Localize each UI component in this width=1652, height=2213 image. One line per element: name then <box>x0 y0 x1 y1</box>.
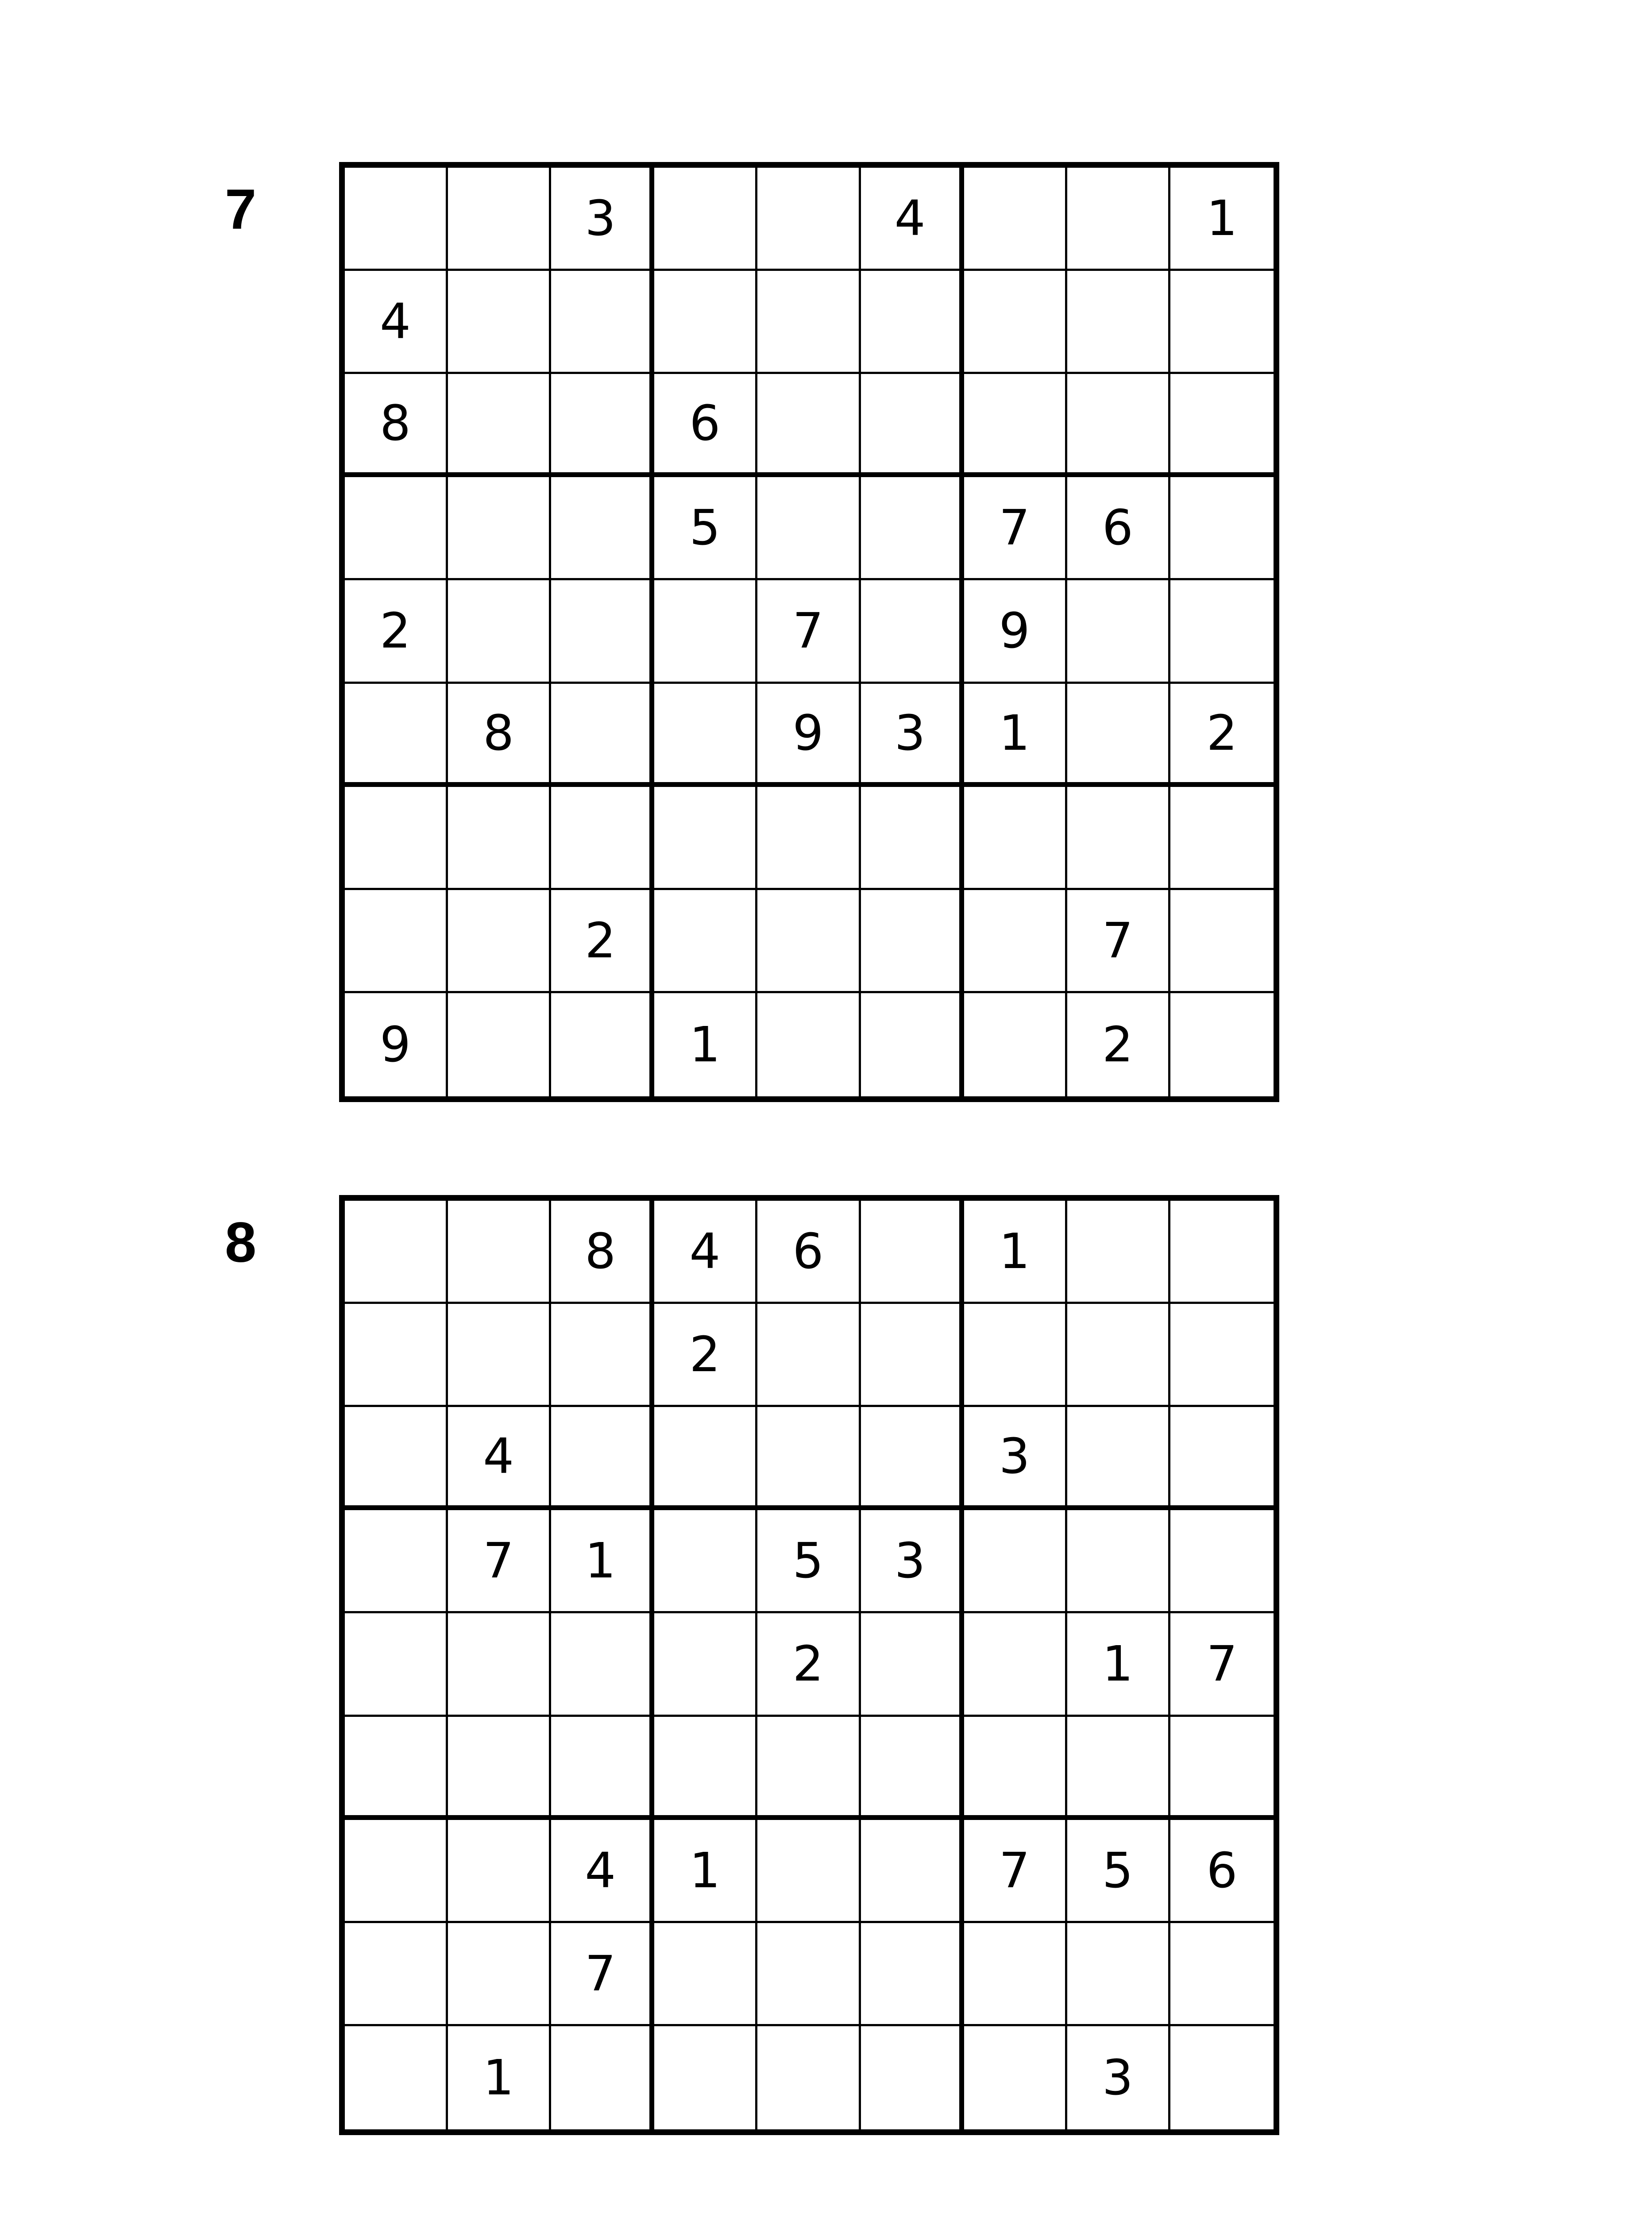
sudoku-cell[interactable] <box>757 271 861 374</box>
sudoku-cell[interactable] <box>861 271 964 374</box>
sudoku-cell[interactable]: 4 <box>551 1820 654 1923</box>
sudoku-cell[interactable] <box>1067 1304 1170 1407</box>
sudoku-cell[interactable] <box>757 890 861 993</box>
sudoku-cell[interactable] <box>861 1820 964 1923</box>
sudoku-cell[interactable] <box>757 1820 861 1923</box>
sudoku-cell[interactable] <box>345 1613 448 1716</box>
sudoku-cell[interactable] <box>448 1304 551 1407</box>
sudoku-cell[interactable] <box>345 1407 448 1510</box>
sudoku-cell[interactable]: 8 <box>551 1201 654 1304</box>
sudoku-cell[interactable] <box>345 1820 448 1923</box>
sudoku-cell[interactable]: 1 <box>448 2026 551 2129</box>
sudoku-cell[interactable] <box>345 168 448 271</box>
sudoku-cell[interactable]: 2 <box>1170 684 1274 787</box>
sudoku-cell[interactable] <box>345 477 448 580</box>
sudoku-cell[interactable] <box>345 1201 448 1304</box>
sudoku-cell[interactable] <box>654 1717 757 1820</box>
sudoku-cell[interactable]: 4 <box>448 1407 551 1510</box>
sudoku-cell[interactable]: 3 <box>861 684 964 787</box>
sudoku-cell[interactable]: 1 <box>1067 1613 1170 1716</box>
sudoku-cell[interactable] <box>964 271 1067 374</box>
sudoku-cell[interactable]: 1 <box>1170 168 1274 271</box>
sudoku-cell[interactable]: 1 <box>654 993 757 1096</box>
sudoku-cell[interactable] <box>551 1613 654 1716</box>
sudoku-cell[interactable] <box>861 477 964 580</box>
sudoku-cell[interactable] <box>345 1510 448 1613</box>
sudoku-cell[interactable] <box>551 1717 654 1820</box>
sudoku-cell[interactable] <box>551 787 654 890</box>
sudoku-cell[interactable] <box>964 1304 1067 1407</box>
sudoku-cell[interactable] <box>1170 1717 1274 1820</box>
sudoku-cell[interactable] <box>551 684 654 787</box>
sudoku-cell[interactable] <box>448 168 551 271</box>
sudoku-cell[interactable] <box>448 477 551 580</box>
sudoku-cell[interactable] <box>964 1717 1067 1820</box>
sudoku-cell[interactable] <box>1067 580 1170 683</box>
sudoku-cell[interactable] <box>1067 168 1170 271</box>
sudoku-cell[interactable]: 6 <box>654 374 757 477</box>
sudoku-cell[interactable] <box>757 1304 861 1407</box>
sudoku-cell[interactable] <box>654 684 757 787</box>
sudoku-cell[interactable] <box>448 1201 551 1304</box>
sudoku-cell[interactable] <box>757 168 861 271</box>
sudoku-cell[interactable] <box>757 477 861 580</box>
sudoku-cell[interactable]: 5 <box>1067 1820 1170 1923</box>
sudoku-cell[interactable] <box>345 684 448 787</box>
sudoku-cell[interactable] <box>1067 1407 1170 1510</box>
sudoku-cell[interactable] <box>757 1923 861 2026</box>
sudoku-cell[interactable] <box>654 1510 757 1613</box>
sudoku-cell[interactable] <box>654 580 757 683</box>
sudoku-cell[interactable] <box>1170 787 1274 890</box>
sudoku-cell[interactable] <box>757 993 861 1096</box>
sudoku-cell[interactable] <box>1170 1201 1274 1304</box>
sudoku-cell[interactable] <box>861 1923 964 2026</box>
sudoku-cell[interactable]: 6 <box>757 1201 861 1304</box>
sudoku-cell[interactable] <box>964 787 1067 890</box>
sudoku-grid-7 <box>339 162 1279 1102</box>
sudoku-cell[interactable] <box>964 374 1067 477</box>
sudoku-cell[interactable]: 7 <box>964 477 1067 580</box>
sudoku-cell[interactable] <box>448 271 551 374</box>
sudoku-cell[interactable]: 5 <box>757 1510 861 1613</box>
sudoku-cell[interactable]: 7 <box>757 580 861 683</box>
sudoku-cell[interactable] <box>654 168 757 271</box>
sudoku-cell[interactable] <box>861 993 964 1096</box>
sudoku-cell[interactable]: 9 <box>964 580 1067 683</box>
sudoku-cell[interactable] <box>551 993 654 1096</box>
sudoku-cell[interactable]: 2 <box>551 890 654 993</box>
sudoku-cell[interactable] <box>861 1717 964 1820</box>
sudoku-grid-8 <box>339 1195 1279 2135</box>
sudoku-cell[interactable]: 7 <box>1067 890 1170 993</box>
sudoku-cell[interactable] <box>1170 477 1274 580</box>
sudoku-cell[interactable] <box>654 1923 757 2026</box>
sudoku-cell[interactable]: 1 <box>964 1201 1067 1304</box>
sudoku-cell[interactable] <box>1170 1407 1274 1510</box>
sudoku-cell[interactable]: 1 <box>964 684 1067 787</box>
sudoku-cell[interactable] <box>964 890 1067 993</box>
sudoku-cell[interactable] <box>448 374 551 477</box>
sudoku-cell[interactable] <box>1170 890 1274 993</box>
sudoku-cell[interactable] <box>1170 1923 1274 2026</box>
sudoku-cell[interactable] <box>964 1923 1067 2026</box>
sudoku-cell[interactable]: 3 <box>861 1510 964 1613</box>
sudoku-cell[interactable]: 8 <box>345 374 448 477</box>
sudoku-cell[interactable] <box>654 787 757 890</box>
sudoku-cell[interactable] <box>551 477 654 580</box>
sudoku-cell[interactable] <box>861 890 964 993</box>
sudoku-cell[interactable] <box>964 993 1067 1096</box>
sudoku-cell[interactable] <box>654 1613 757 1716</box>
sudoku-cell[interactable] <box>345 1717 448 1820</box>
sudoku-cell[interactable] <box>345 787 448 890</box>
puzzle-number-8: 8 <box>225 1211 257 1274</box>
sudoku-cell[interactable] <box>861 1304 964 1407</box>
sudoku-cell[interactable] <box>1170 1304 1274 1407</box>
sudoku-cell[interactable]: 2 <box>1067 993 1170 1096</box>
sudoku-cell[interactable]: 4 <box>861 168 964 271</box>
sudoku-cell[interactable] <box>654 2026 757 2129</box>
sudoku-cell[interactable] <box>757 1407 861 1510</box>
sudoku-cell[interactable] <box>861 787 964 890</box>
sudoku-cell[interactable]: 1 <box>654 1820 757 1923</box>
sudoku-cell[interactable] <box>1067 1923 1170 2026</box>
sudoku-cell[interactable]: 3 <box>964 1407 1067 1510</box>
sudoku-cell[interactable]: 6 <box>1170 1820 1274 1923</box>
sudoku-cell[interactable] <box>551 580 654 683</box>
sudoku-cell[interactable]: 4 <box>654 1201 757 1304</box>
puzzle-number-7: 7 <box>225 178 257 241</box>
sudoku-cell[interactable] <box>551 1407 654 1510</box>
sudoku-cell[interactable] <box>964 1510 1067 1613</box>
sudoku-cell[interactable] <box>964 1613 1067 1716</box>
sudoku-cell[interactable] <box>1170 2026 1274 2129</box>
sudoku-cell[interactable]: 5 <box>654 477 757 580</box>
sudoku-cell[interactable]: 8 <box>448 684 551 787</box>
sudoku-cell[interactable]: 2 <box>757 1613 861 1716</box>
sudoku-cell[interactable] <box>964 2026 1067 2129</box>
sudoku-cell[interactable]: 2 <box>345 580 448 683</box>
sudoku-cell[interactable] <box>757 2026 861 2129</box>
sudoku-cell[interactable] <box>861 1201 964 1304</box>
sudoku-cell[interactable] <box>757 374 861 477</box>
sudoku-cell[interactable] <box>654 1407 757 1510</box>
sudoku-cell[interactable] <box>448 580 551 683</box>
sudoku-cell[interactable] <box>1170 993 1274 1096</box>
sudoku-cell[interactable] <box>654 271 757 374</box>
sudoku-cell[interactable] <box>1067 1717 1170 1820</box>
sudoku-cell[interactable]: 7 <box>551 1923 654 2026</box>
sudoku-cell[interactable] <box>345 2026 448 2129</box>
sudoku-cell[interactable] <box>448 787 551 890</box>
sudoku-cell[interactable]: 7 <box>1170 1613 1274 1716</box>
sudoku-cell[interactable] <box>861 1407 964 1510</box>
sudoku-cell[interactable]: 1 <box>551 1510 654 1613</box>
sudoku-cell[interactable] <box>448 1923 551 2026</box>
sudoku-cell[interactable] <box>1170 374 1274 477</box>
sudoku-cell[interactable] <box>1067 374 1170 477</box>
sudoku-cell[interactable] <box>345 890 448 993</box>
sudoku-cell[interactable] <box>1067 787 1170 890</box>
sudoku-cell[interactable] <box>448 1717 551 1820</box>
sudoku-cell[interactable] <box>448 993 551 1096</box>
sudoku-cell[interactable] <box>551 2026 654 2129</box>
sudoku-cell[interactable] <box>551 271 654 374</box>
sudoku-cell[interactable]: 7 <box>964 1820 1067 1923</box>
sudoku-cell[interactable] <box>551 1304 654 1407</box>
sudoku-cell[interactable] <box>448 890 551 993</box>
sudoku-cell[interactable] <box>861 2026 964 2129</box>
sudoku-cell[interactable] <box>551 374 654 477</box>
sudoku-cell[interactable] <box>964 168 1067 271</box>
sudoku-cell[interactable] <box>1170 1510 1274 1613</box>
sudoku-cell[interactable]: 2 <box>654 1304 757 1407</box>
sudoku-cell[interactable] <box>757 787 861 890</box>
sudoku-cell[interactable] <box>861 374 964 477</box>
sudoku-cell[interactable]: 9 <box>345 993 448 1096</box>
sudoku-cell[interactable]: 3 <box>551 168 654 271</box>
sudoku-cell[interactable] <box>345 1304 448 1407</box>
sudoku-cell[interactable] <box>345 1923 448 2026</box>
sudoku-cell[interactable] <box>757 1717 861 1820</box>
sudoku-cell[interactable] <box>448 1820 551 1923</box>
sudoku-cell[interactable] <box>654 890 757 993</box>
sudoku-cell[interactable] <box>1067 1510 1170 1613</box>
sudoku-cell[interactable]: 4 <box>345 271 448 374</box>
sudoku-cell[interactable] <box>448 1613 551 1716</box>
sudoku-cell[interactable] <box>1067 684 1170 787</box>
sudoku-cell[interactable] <box>1170 271 1274 374</box>
sudoku-cell[interactable] <box>861 580 964 683</box>
sudoku-cell[interactable] <box>1067 271 1170 374</box>
sudoku-cell[interactable] <box>861 1613 964 1716</box>
sudoku-cell[interactable]: 6 <box>1067 477 1170 580</box>
sudoku-cell[interactable]: 7 <box>448 1510 551 1613</box>
sudoku-cell[interactable] <box>1067 1201 1170 1304</box>
sudoku-cell[interactable]: 9 <box>757 684 861 787</box>
sudoku-cell[interactable] <box>1170 580 1274 683</box>
sudoku-cell[interactable]: 3 <box>1067 2026 1170 2129</box>
